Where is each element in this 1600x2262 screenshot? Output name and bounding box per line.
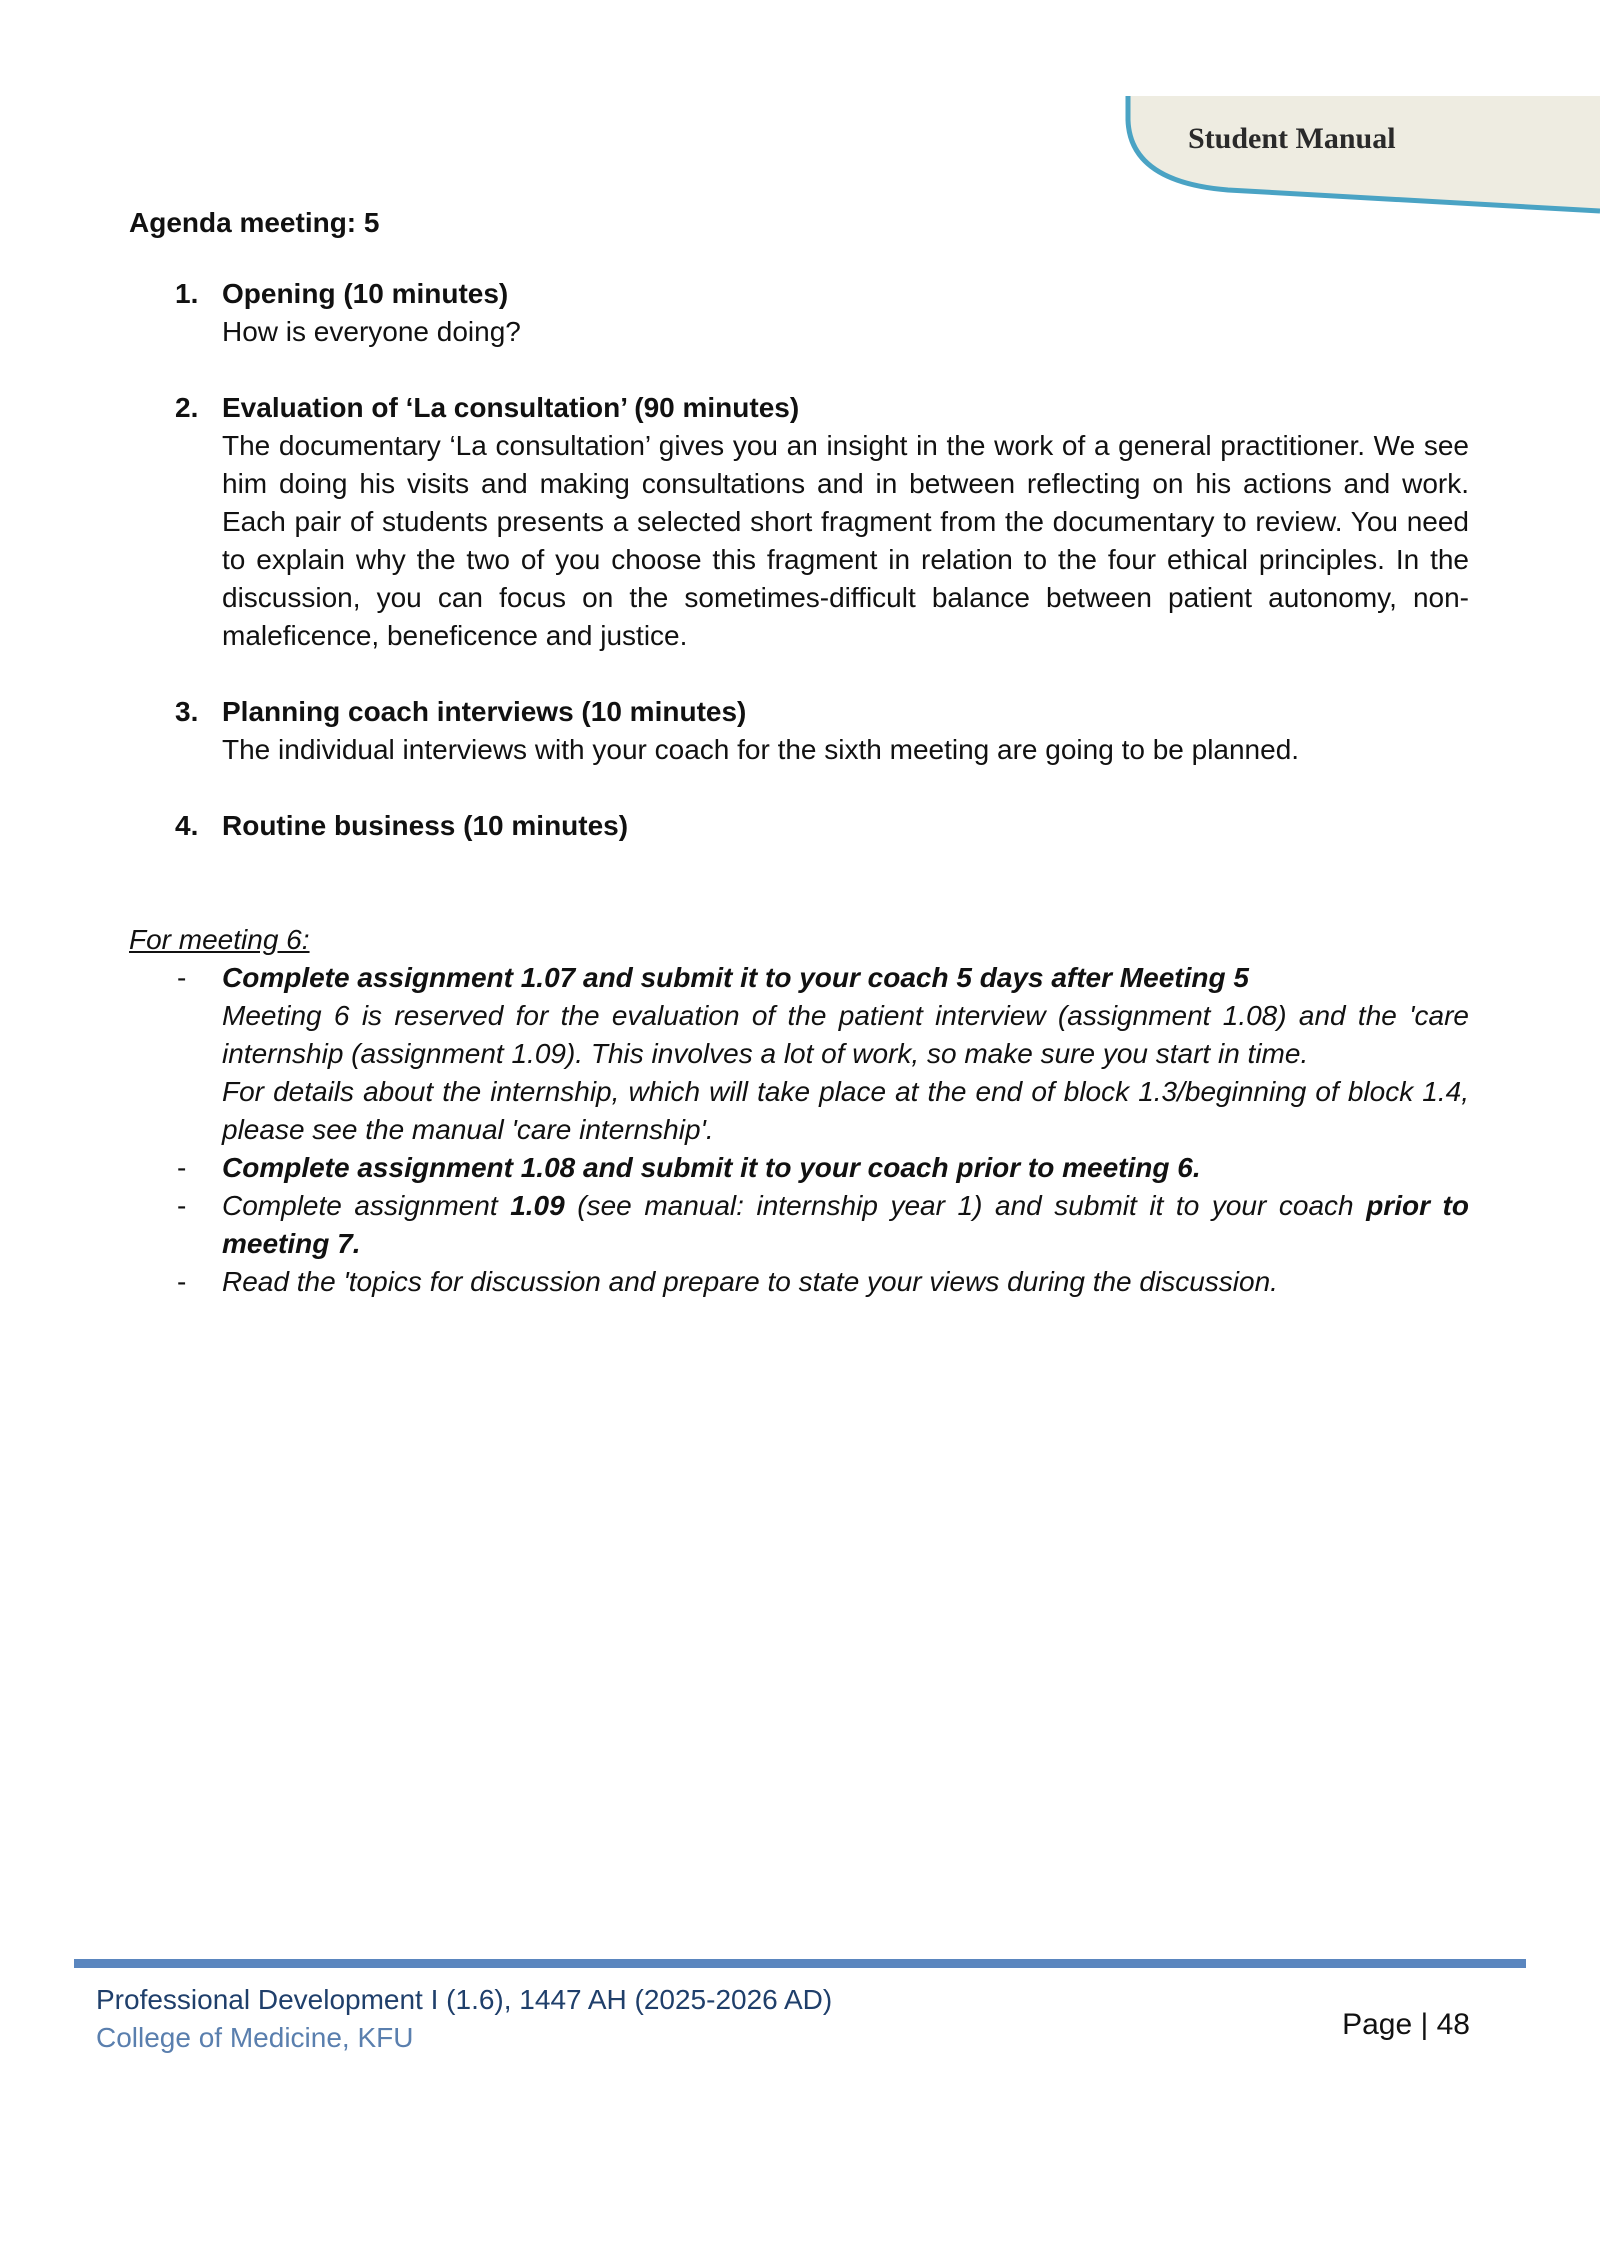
task-dash: - xyxy=(177,962,187,993)
page-content xyxy=(129,204,1469,1301)
agenda-heading: Agenda meeting: 5 xyxy=(129,207,380,238)
task-detail: For details about the internship, which will take place at the end of block 1.3/beginning of block 1.4, please see the manual 'care internship'. xyxy=(222,1076,1469,1145)
agenda-item-number: 4. xyxy=(175,810,199,841)
task-text-part: (see manual: internship year 1) and submit it to your coach xyxy=(564,1190,1367,1221)
task-title: Complete assignment 1.08 and submit it to your coach prior to meeting 6. xyxy=(222,1152,1201,1183)
task-text-part: Complete assignment xyxy=(222,1190,511,1221)
agenda-item-title: Routine business (10 minutes) xyxy=(222,810,629,841)
deadline-text: prior to meeting 7. xyxy=(222,1190,1469,1259)
task-list xyxy=(129,959,1469,1301)
footer-rule xyxy=(74,1959,1526,1968)
task-item xyxy=(129,1187,1469,1263)
page-number: Page | 48 xyxy=(1342,2008,1470,2041)
agenda-item-evaluation xyxy=(129,389,1469,655)
assignment-number: 1.09 xyxy=(510,1190,565,1221)
agenda-item-title: Opening (10 minutes) xyxy=(222,278,509,309)
task-text: Read the 'topics for discussion and prepare to state your views during the discussion. xyxy=(222,1266,1278,1297)
next-meeting-heading: For meeting 6: xyxy=(129,924,310,955)
header-tab xyxy=(0,0,1600,230)
agenda-list xyxy=(129,275,1469,845)
footer-college: College of Medicine, KFU xyxy=(96,2022,414,2053)
agenda-item-number: 3. xyxy=(175,696,199,727)
task-item xyxy=(129,1149,1469,1187)
agenda-item-planning xyxy=(129,693,1469,769)
agenda-item-number: 1. xyxy=(175,278,199,309)
header-title: Student Manual xyxy=(1188,122,1396,155)
agenda-item-opening xyxy=(129,275,1469,351)
agenda-item-body: The documentary ‘La consultation’ gives you an insight in the work of a general practitioner. We see him doing his visits and making consultations and in between reflecting on his actions and work. Each pair of students presents a selected short fragment from the documentary to review. You need to explain why the two of you choose this fragment in relation to the four ethical principles. In the discussion, you can focus on the sometimes-difficult balance between patient autonomy, non-maleficence, beneficence and justice. xyxy=(222,430,1469,651)
task-detail: Meeting 6 is reserved for the evaluation of the patient interview (assignment 1.08) and the 'care internship (assignment 1.09). This involves a lot of work, so make sure you start in time. xyxy=(222,1000,1469,1069)
task-item xyxy=(129,1263,1469,1301)
footer-course: Professional Development I (1.6), 1447 AH (2025-2026 AD) xyxy=(96,1984,833,2015)
agenda-item-body: The individual interviews with your coach for the sixth meeting are going to be planned. xyxy=(222,734,1300,765)
task-dash: - xyxy=(177,1266,187,1297)
task-dash: - xyxy=(177,1190,187,1221)
agenda-item-routine xyxy=(129,807,1469,845)
agenda-item-body: How is everyone doing? xyxy=(222,316,521,347)
task-text xyxy=(222,1187,1469,1263)
task-title: Complete assignment 1.07 and submit it to your coach 5 days after Meeting 5 xyxy=(222,962,1249,993)
task-dash: - xyxy=(177,1152,187,1183)
agenda-item-number: 2. xyxy=(175,392,199,423)
agenda-item-title: Evaluation of ‘La consultation’ (90 minutes) xyxy=(222,392,800,423)
task-item xyxy=(129,959,1469,1149)
agenda-item-title: Planning coach interviews (10 minutes) xyxy=(222,696,747,727)
